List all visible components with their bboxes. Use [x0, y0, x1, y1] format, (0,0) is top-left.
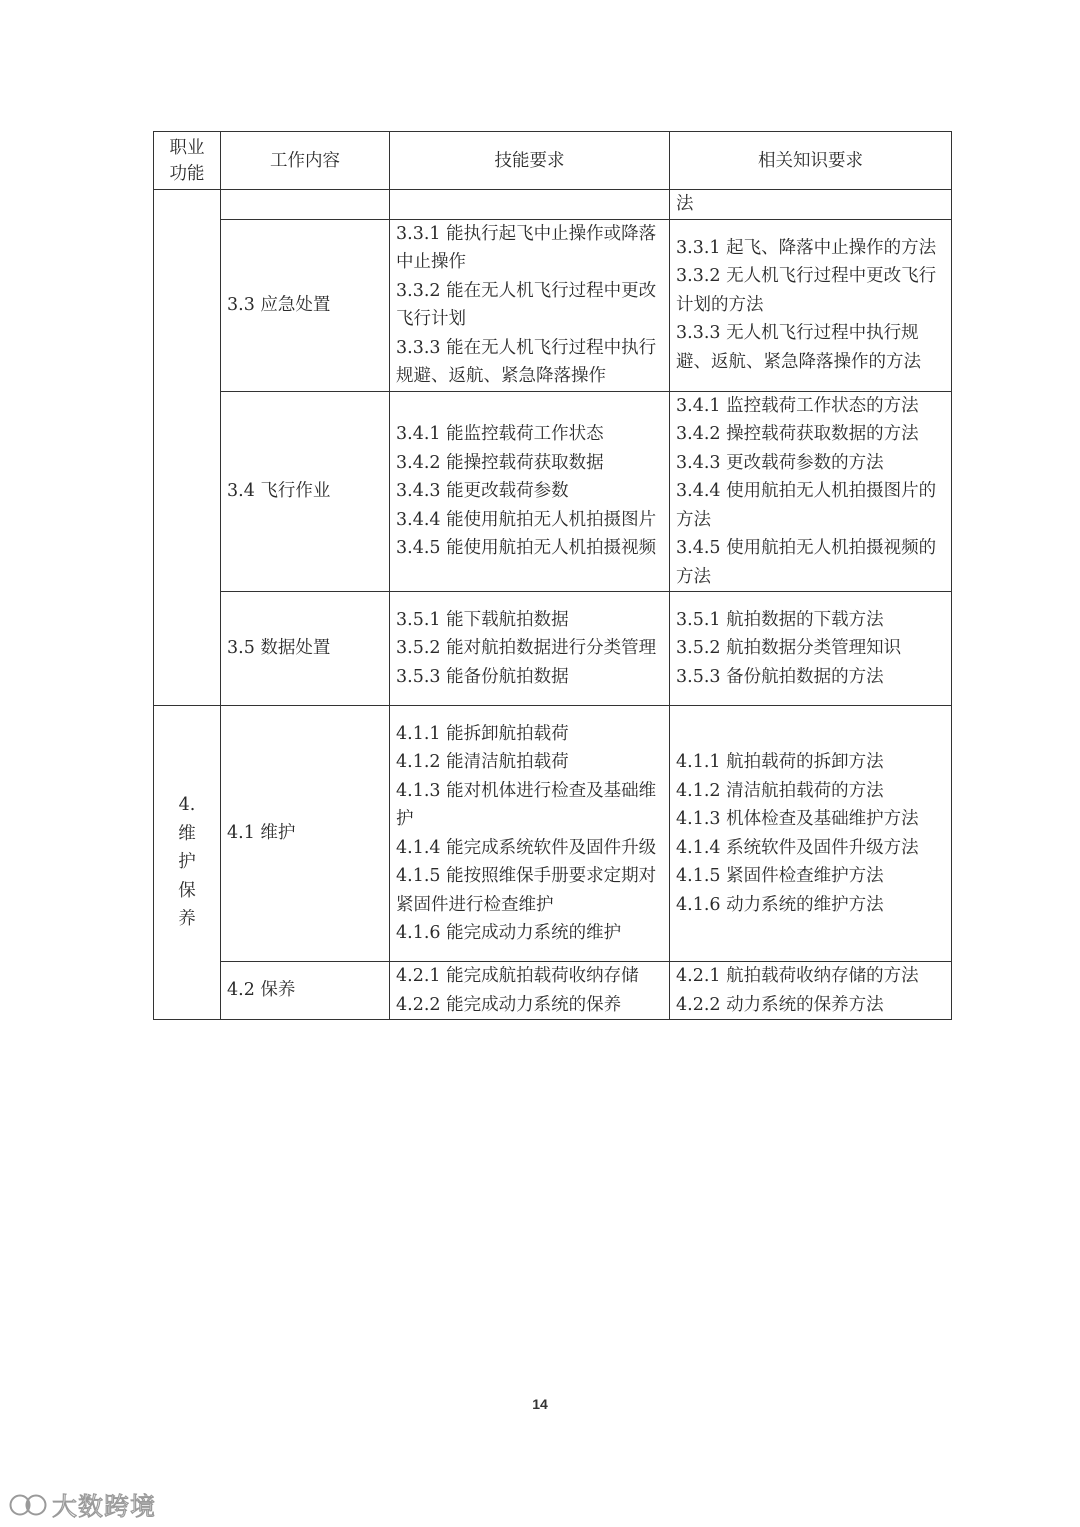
knowledge-cell [670, 962, 952, 1020]
knowledge-item: 3.4.5 使用航拍无人机拍摄视频的方法 [676, 538, 937, 587]
continuation-row [154, 190, 952, 220]
knowledge-item: 3.4.2 操控载荷获取数据的方法 [676, 424, 919, 444]
skill-item: 3.5.3 能备份航拍数据 [396, 666, 569, 687]
content-cell [221, 190, 390, 220]
knowledge-item: 4.1.2 清洁航拍载荷的方法 [676, 780, 884, 801]
knowledge-cell [670, 391, 952, 592]
knowledge-item: 3.4.4 使用航拍无人机拍摄图片的方法 [676, 481, 937, 530]
content-cell: 3.4 飞行作业 [221, 391, 390, 592]
knowledge-item: 4.2.2 动力系统的保养方法 [676, 994, 884, 1015]
skill-item: 4.1.3 能对机体进行检查及基础维护 [396, 780, 657, 829]
skills-cell [390, 190, 670, 220]
knowledge-item: 3.4.1 监控载荷工作状态的方法 [676, 395, 919, 416]
skill-item: 3.4.5 能使用航拍无人机拍摄视频 [396, 538, 657, 558]
knowledge-cell [670, 219, 952, 391]
skills-cell [390, 592, 670, 706]
watermark-text: 大数跨境 [52, 1492, 157, 1521]
header-function: 职业功能 [154, 132, 221, 190]
skill-item: 4.1.5 能按照维保手册要求定期对紧固件进行检查维护 [396, 866, 657, 915]
skills-cell [390, 391, 670, 592]
content-cell: 4.1 维护 [221, 706, 390, 962]
skill-item: 3.4.2 能操控载荷获取数据 [396, 452, 604, 473]
skills-cell [390, 962, 670, 1020]
skill-item: 4.1.1 能拆卸航拍载荷 [396, 723, 569, 744]
skill-item: 3.4.1 能监控载荷工作状态 [396, 424, 604, 444]
page-number: 14 [532, 1396, 548, 1412]
skill-item: 4.1.6 能完成动力系统的维护 [396, 923, 622, 943]
knowledge-cell: 法 [670, 190, 952, 220]
content-cell: 3.5 数据处置 [221, 592, 390, 706]
knowledge-item: 4.1.3 机体检查及基础维护方法 [676, 809, 919, 829]
knowledge-item: 3.4.3 更改载荷参数的方法 [676, 452, 884, 473]
function-cell-4 [154, 706, 221, 1020]
knowledge-cell [670, 592, 952, 706]
skill-item: 4.2.2 能完成动力系统的保养 [396, 994, 622, 1015]
knowledge-item: 4.1.1 航拍载荷的拆卸方法 [676, 752, 884, 772]
content-cell: 3.3 应急处置 [221, 219, 390, 391]
table-row [154, 391, 952, 592]
knowledge-item: 4.2.1 航拍载荷收纳存储的方法 [676, 966, 919, 986]
skill-item: 3.5.2 能对航拍数据进行分类管理 [396, 638, 657, 659]
header-skills: 技能要求 [390, 132, 670, 190]
skill-item: 3.4.4 能使用航拍无人机拍摄图片 [396, 509, 657, 530]
knowledge-item: 4.1.5 紧固件检查维护方法 [676, 866, 884, 886]
knowledge-item: 3.3.3 无人机飞行过程中执行规避、返航、紧急降落操作的方法 [676, 323, 921, 372]
knowledge-item: 3.5.1 航拍数据的下载方法 [676, 609, 884, 630]
skill-item: 3.5.1 能下载航拍数据 [396, 609, 569, 630]
function-cell-3 [154, 190, 221, 706]
skills-cell [390, 706, 670, 962]
header-content: 工作内容 [221, 132, 390, 190]
table-row [154, 706, 952, 962]
content-cell: 4.2 保养 [221, 962, 390, 1020]
skill-item: 4.1.4 能完成系统软件及固件升级 [396, 837, 657, 858]
header-row [154, 132, 952, 190]
knowledge-cell [670, 706, 952, 962]
standards-table [153, 131, 952, 1020]
knowledge-item: 3.5.3 备份航拍数据的方法 [676, 666, 884, 687]
knowledge-item: 3.5.2 航拍数据分类管理知识 [676, 638, 902, 659]
table-row [154, 219, 952, 391]
watermark-logo-icon [8, 1493, 48, 1517]
skill-item: 4.2.1 能完成航拍载荷收纳存储 [396, 966, 639, 986]
function-label: 4.维护保养 [178, 795, 196, 930]
knowledge-item: 4.1.6 动力系统的维护方法 [676, 894, 884, 915]
knowledge-item: 4.1.4 系统软件及固件升级方法 [676, 837, 919, 858]
skills-cell [390, 219, 670, 391]
table-row [154, 592, 952, 706]
knowledge-item: 3.3.1 起飞、降落中止操作的方法 [676, 237, 937, 258]
skill-item: 3.4.3 能更改载荷参数 [396, 481, 569, 501]
skill-item: 3.3.2 能在无人机飞行过程中更改飞行计划 [396, 280, 657, 329]
skill-item: 3.3.1 能执行起飞中止操作或降落中止操作 [396, 223, 657, 272]
watermark [8, 1487, 156, 1523]
knowledge-item: 3.3.2 无人机飞行过程中更改飞行计划的方法 [676, 266, 937, 315]
header-knowledge: 相关知识要求 [670, 132, 952, 190]
skill-item: 3.3.3 能在无人机飞行过程中执行规避、返航、紧急降落操作 [396, 337, 657, 386]
table-row [154, 962, 952, 1020]
skill-item: 4.1.2 能清洁航拍载荷 [396, 752, 569, 772]
